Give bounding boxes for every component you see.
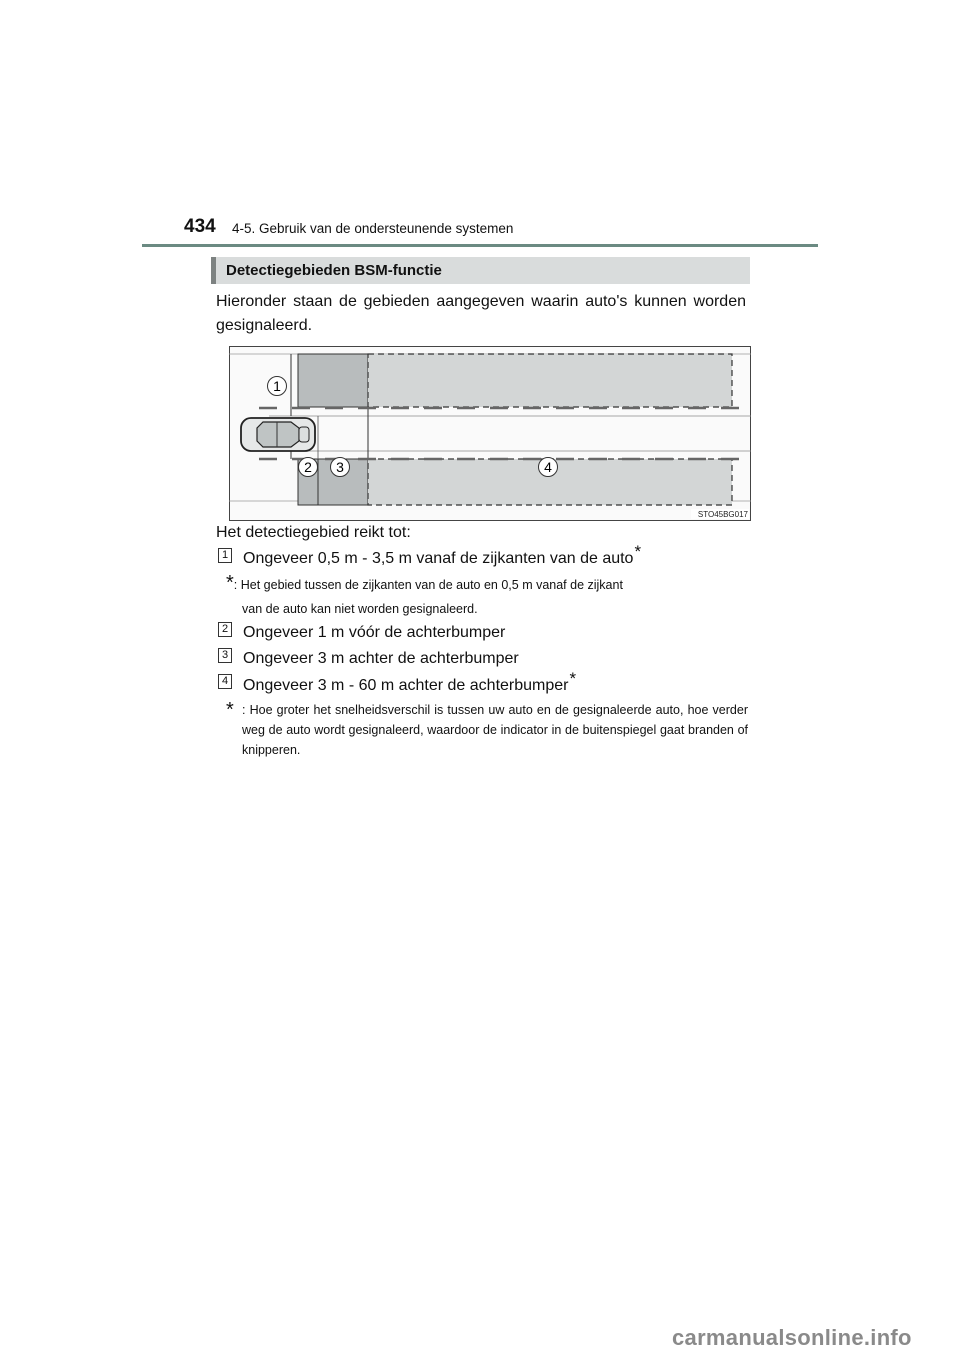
zone-upper-near <box>298 354 368 407</box>
note-1-star: * <box>226 572 234 594</box>
callout-1 <box>268 377 287 396</box>
note-1 <box>226 573 623 595</box>
item-number-2: 2 <box>218 622 232 637</box>
detection-lead: Het detectiegebied reikt tot: <box>216 524 411 541</box>
zone-upper-far <box>368 354 732 407</box>
bsm-detection-diagram <box>229 346 751 521</box>
callout-2 <box>299 458 318 477</box>
note-1-text: : Het gebied tussen de zijkanten van de auto en 0,5 m vanaf de zijkant <box>233 578 623 592</box>
header-divider <box>142 244 818 247</box>
item-number-4: 4 <box>218 674 232 689</box>
note-2-text: : Hoe groter het snelheidsverschil is tussen uw auto en de gesignaleerde auto, hoe verder weg de auto wordt gesignaleerd, waardoor de indicator in de buitenspiegel gaat branden of knipperen. <box>242 703 748 757</box>
detection-item-2: Ongeveer 1 m vóór de achterbumper <box>243 624 506 641</box>
section-title: Detectiegebieden BSM-functie <box>226 262 442 279</box>
intro-paragraph: Hieronder staan de gebieden aangegeven waarin auto's kunnen worden gesignaleerd. <box>216 293 746 334</box>
item-1-star: * <box>634 542 642 561</box>
note-2 <box>226 700 748 760</box>
callout-3 <box>331 458 350 477</box>
car-icon <box>241 418 315 451</box>
page-number: 434 <box>184 216 216 237</box>
figure-code: STO45BG017 <box>697 510 748 519</box>
detection-item-4 <box>243 669 577 695</box>
detection-item-4-text: Ongeveer 3 m - 60 m achter de achterbumper <box>243 677 569 694</box>
note-2-star: * <box>226 699 234 721</box>
svg-text:4: 4 <box>544 459 552 475</box>
diagram-svg <box>229 346 751 521</box>
svg-text:2: 2 <box>304 459 312 475</box>
callout-4 <box>539 458 558 477</box>
chapter-title: 4-5. Gebruik van de ondersteunende systemen <box>232 221 514 236</box>
item-number-3: 3 <box>218 648 232 663</box>
item-number-1: 1 <box>218 548 232 563</box>
svg-text:1: 1 <box>273 378 281 394</box>
watermark: carmanualsonline.info <box>672 1325 912 1350</box>
note-1-continuation: van de auto kan niet worden gesignaleerd. <box>242 602 478 616</box>
detection-item-3: Ongeveer 3 m achter de achterbumper <box>243 650 519 667</box>
section-heading-bar <box>211 257 750 284</box>
item-4-star: * <box>569 669 577 688</box>
detection-item-1-text: Ongeveer 0,5 m - 3,5 m vanaf de zijkanten van de auto <box>243 550 634 567</box>
detection-item-1 <box>243 542 642 568</box>
svg-text:3: 3 <box>336 459 344 475</box>
